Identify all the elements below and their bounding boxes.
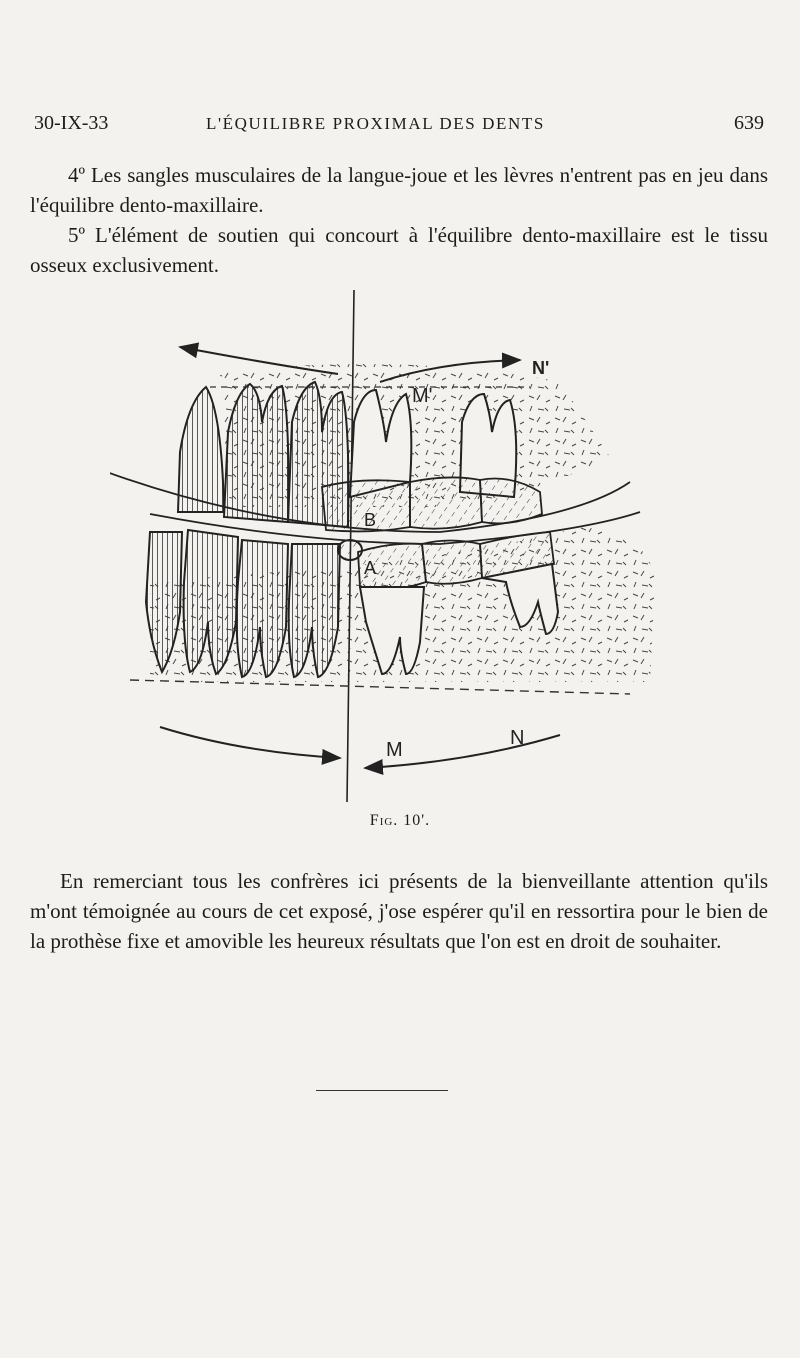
running-header	[34, 112, 764, 142]
paragraph-5: 5º L'élément de soutien qui concourt à l'équilibre dento-maxillaire est le tissu osseux exclusivement.	[30, 223, 768, 277]
dental-arch-figure	[110, 282, 670, 802]
paragraph-4: 4º Les sangles musculaires de la langue-joue et les lèvres n'entrent pas en jeu dans l'équilibre dento-maxillaire.	[30, 163, 768, 217]
label-n: N	[510, 727, 525, 749]
label-b: B	[364, 510, 377, 530]
header-title: L'ÉQUILIBRE PROXIMAL DES DENTS	[206, 114, 545, 133]
figure-caption: Fig. 10'.	[369, 812, 431, 829]
label-m: M	[386, 739, 403, 761]
label-a: A	[364, 558, 377, 578]
closing-paragraph: En remerciant tous les confrères ici présents de la bienveillante attention qu'ils m'ont témoignée au cours de cet exposé, j'ose espérer qu'il en ressortira pour le bien de la prothèse fixe et amovible les heureux résultats que l'on est en droit de souhaiter.	[30, 869, 768, 953]
dashed-line-bottom	[130, 680, 630, 694]
arrow-lower-right	[160, 727, 340, 758]
header-date: 30-IX-33	[34, 112, 109, 134]
label-m-prime: M'	[412, 385, 433, 407]
section-rule	[316, 1090, 448, 1091]
page-number: 639	[734, 112, 764, 134]
label-n-prime: N'	[532, 358, 550, 378]
contact-point	[338, 540, 362, 560]
